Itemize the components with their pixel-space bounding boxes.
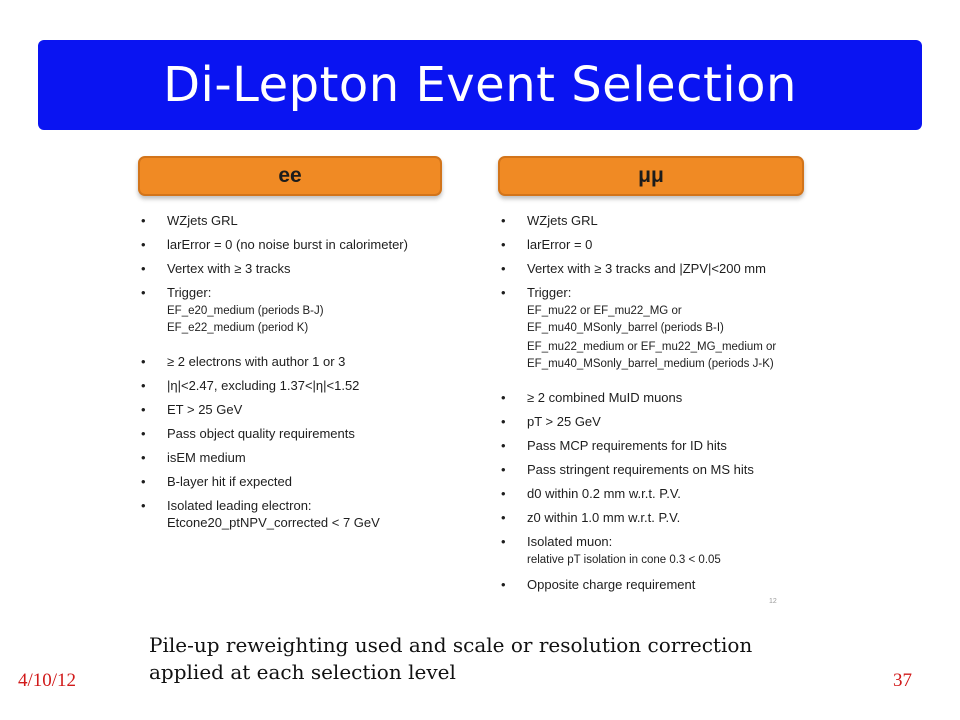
list-item-text: Pass stringent requirements on MS hits bbox=[527, 462, 754, 477]
bullet-icon: • bbox=[501, 213, 506, 228]
bullet-icon: • bbox=[141, 378, 146, 393]
footnote: Pile-up reweighting used and scale or resolution correction applied at each selection level bbox=[149, 633, 753, 684]
list-item-text: |η|<2.47, excluding 1.37<|η|<1.52 bbox=[167, 378, 360, 393]
list-item-text: pT > 25 GeV bbox=[527, 414, 601, 429]
list-sub-item: EF_e20_medium (periods B-J) bbox=[167, 305, 324, 317]
list-item bbox=[140, 284, 470, 337]
bullet-icon: • bbox=[501, 285, 506, 300]
list-sub-item: EF_e22_medium (period K) bbox=[167, 322, 309, 334]
bullet-icon: • bbox=[141, 426, 146, 441]
bullet-icon: • bbox=[141, 285, 146, 300]
bullet-icon: • bbox=[141, 402, 146, 417]
list-item bbox=[500, 212, 820, 229]
bullet-icon: • bbox=[501, 237, 506, 252]
list-item-text: Pass MCP requirements for ID hits bbox=[527, 438, 727, 453]
list-item bbox=[140, 353, 470, 370]
list-item-text: isEM medium bbox=[167, 450, 246, 465]
list-sub-item: EF_mu40_MSonly_barrel (periods B-I) bbox=[527, 322, 724, 334]
bullet-icon: • bbox=[501, 261, 506, 276]
list-sub-item: EF_mu22_medium or EF_mu22_MG_medium or bbox=[527, 341, 777, 353]
list-item bbox=[500, 461, 820, 478]
bullet-icon: • bbox=[501, 462, 506, 477]
list-item-text: Trigger: bbox=[167, 285, 212, 300]
list-item bbox=[500, 389, 820, 406]
bullet-icon: • bbox=[501, 390, 506, 405]
list-item bbox=[500, 533, 820, 569]
list-item-text: Vertex with ≥ 3 tracks and |ZPV|<200 mm bbox=[527, 261, 766, 276]
list-item bbox=[140, 212, 470, 229]
slide-page-number: 37 bbox=[893, 670, 912, 691]
list-sub-item: EF_mu40_MSonly_barrel_medium (periods J-K) bbox=[527, 358, 774, 370]
list-item-text: Pass object quality requirements bbox=[167, 426, 355, 441]
list-item-text: B-layer hit if expected bbox=[167, 474, 293, 489]
bullet-icon: • bbox=[501, 486, 506, 501]
list-item-text: z0 within 1.0 mm w.r.t. P.V. bbox=[527, 510, 681, 525]
slide-date: 4/10/12 bbox=[18, 670, 77, 691]
title-bar bbox=[38, 40, 922, 130]
list-item-text: larError = 0 (no noise burst in calorimeter) bbox=[167, 237, 408, 252]
figure-page-mark: 12 bbox=[769, 598, 777, 605]
list-item bbox=[140, 401, 470, 418]
ee-selection-list bbox=[140, 212, 470, 538]
bullet-icon: • bbox=[501, 414, 506, 429]
ee-column-header: ee bbox=[138, 156, 442, 196]
list-item bbox=[140, 449, 470, 466]
bullet-icon: • bbox=[141, 261, 146, 276]
list-item bbox=[500, 576, 820, 593]
list-item-continuation: Etcone20_ptNPV_corrected < 7 GeV bbox=[167, 515, 380, 530]
list-sub-item: relative pT isolation in cone 0.3 < 0.05 bbox=[527, 554, 721, 566]
list-item bbox=[500, 437, 820, 454]
list-item-text: Isolated leading electron: bbox=[167, 498, 312, 513]
bullet-icon: • bbox=[501, 577, 506, 592]
list-item bbox=[500, 260, 820, 277]
list-item-text: d0 within 0.2 mm w.r.t. P.V. bbox=[527, 486, 681, 501]
bullet-icon: • bbox=[141, 237, 146, 252]
list-item bbox=[140, 425, 470, 442]
list-item-text: WZjets GRL bbox=[167, 213, 238, 228]
list-item bbox=[140, 236, 470, 253]
list-item bbox=[140, 497, 470, 531]
list-sub-item: EF_mu22 or EF_mu22_MG or bbox=[527, 305, 682, 317]
bullet-icon: • bbox=[141, 213, 146, 228]
list-item bbox=[500, 509, 820, 526]
list-item-text: Trigger: bbox=[527, 285, 572, 300]
mumu-column-header: μμ bbox=[498, 156, 804, 196]
list-item-text: Isolated muon: bbox=[527, 534, 613, 549]
mumu-selection-list bbox=[500, 212, 820, 600]
bullet-icon: • bbox=[501, 534, 506, 549]
list-item-text: Opposite charge requirement bbox=[527, 577, 696, 592]
list-item-text: larError = 0 bbox=[527, 237, 593, 252]
list-item bbox=[500, 236, 820, 253]
bullet-icon: • bbox=[141, 450, 146, 465]
list-item-text: ≥ 2 combined MuID muons bbox=[527, 390, 683, 405]
list-item-text: ≥ 2 electrons with author 1 or 3 bbox=[167, 354, 346, 369]
bullet-icon: • bbox=[141, 474, 146, 489]
bullet-icon: • bbox=[501, 438, 506, 453]
list-item-text: Vertex with ≥ 3 tracks bbox=[167, 261, 291, 276]
list-item bbox=[500, 413, 820, 430]
list-item bbox=[140, 473, 470, 490]
list-item-text: ET > 25 GeV bbox=[167, 402, 243, 417]
list-item bbox=[140, 260, 470, 277]
list-item bbox=[500, 284, 820, 373]
list-item bbox=[140, 377, 470, 394]
bullet-icon: • bbox=[141, 354, 146, 369]
list-item bbox=[500, 485, 820, 502]
bullet-icon: • bbox=[141, 498, 146, 513]
list-item-text: WZjets GRL bbox=[527, 213, 598, 228]
slide-title: Di-Lepton Event Selection bbox=[163, 57, 797, 113]
bullet-icon: • bbox=[501, 510, 506, 525]
